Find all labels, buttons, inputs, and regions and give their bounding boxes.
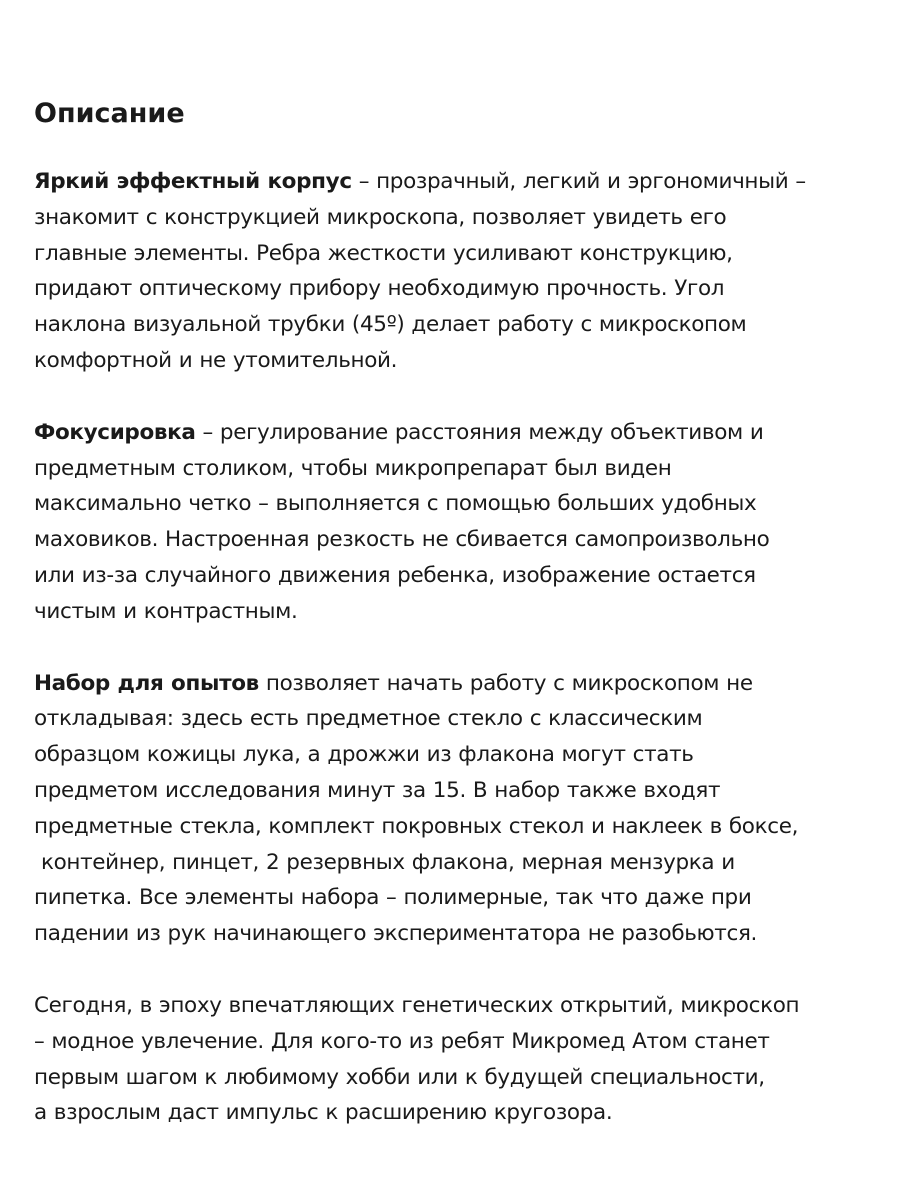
section-line: чистым и контрастным.: [34, 598, 298, 624]
section-line: падении из рук начинающего экспериментатора не разобьются.: [34, 921, 758, 947]
section-line: а взрослым даст импульс к расширению кругозора.: [34, 1100, 613, 1126]
section-line: придают оптическому прибору необходимую прочность. Угол: [34, 276, 725, 302]
section-body: [34, 415, 896, 630]
section-body: [34, 666, 896, 952]
section-line: комфортной и не утомительной.: [34, 347, 398, 373]
section-line: Яркий эффектный корпус – прозрачный, легкий и эргономичный –: [34, 169, 806, 194]
section-line: главные элементы. Ребра жесткости усиливают конструкцию,: [34, 240, 733, 266]
description-page: [34, 92, 896, 1167]
section-body: [34, 988, 896, 1131]
section-line: Набор для опытов позволяет начать работу с микроскопом не: [34, 670, 753, 696]
section-line: предметным столиком, чтобы микропрепарат был виден: [34, 455, 672, 481]
section-line: Сегодня, в эпоху впечатляющих генетических открытий, микроскоп: [34, 992, 800, 1018]
section-line: или из-за случайного движения ребенка, изображение остается: [34, 562, 756, 588]
section-line: предметом исследования минут за 15. В набор также входят: [34, 777, 721, 803]
section-lead: Набор для опытов: [34, 670, 259, 696]
section-line: первым шагом к любимому хобби или к будущей специальности,: [34, 1064, 765, 1090]
section-line: наклона визуальной трубки (45º) делает работу с микроскопом: [34, 312, 747, 338]
section-line: откладывая: здесь есть предметное стекло с классическим: [34, 706, 703, 732]
section-line: – модное увлечение. Для кого-то из ребят Микромед Атом станет: [34, 1028, 770, 1054]
section-line: пипетка. Все элементы набора – полимерные, так что даже при: [34, 885, 752, 911]
section-lead: Фокусировка: [34, 419, 196, 445]
page-title: Описание: [34, 98, 185, 129]
section-line: Фокусировка – регулирование расстояния между объективом и: [34, 419, 764, 445]
section-line: знакомит с конструкцией микроскопа, позволяет увидеть его: [34, 204, 727, 230]
section-line: контейнер, пинцет, 2 резервных флакона, мерная мензурка и: [34, 849, 735, 875]
section-body: [34, 164, 896, 379]
section-lead: Яркий эффектный корпус: [34, 169, 352, 194]
section-line: максимально четко – выполняется с помощью больших удобных: [34, 491, 757, 517]
section-line: образцом кожицы лука, а дрожжи из флакона могут стать: [34, 742, 694, 768]
section-line: предметные стекла, комплект покровных стекол и наклеек в боксе,: [34, 813, 799, 839]
section-line: маховиков. Настроенная резкость не сбивается самопроизвольно: [34, 527, 770, 553]
